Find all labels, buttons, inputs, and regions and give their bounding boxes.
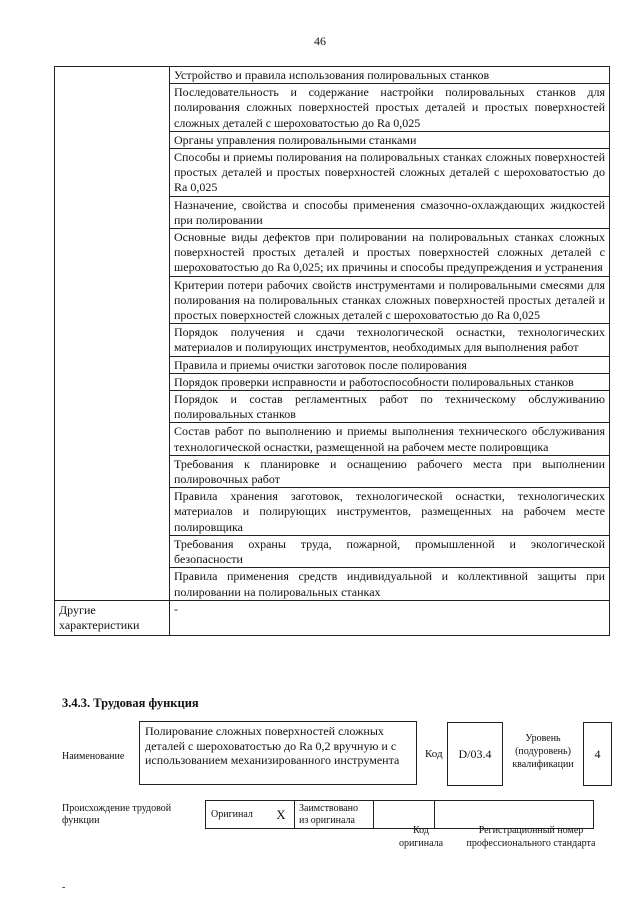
requirement-text: Основные виды дефектов при полировании на полировальных станках сложных поверхностей простых деталей и простых поверхностей сложных деталей с шероховатостью до Ra 0,025; их причины и способы предупреждения и устранения — [170, 229, 610, 277]
other-characteristics-value: - — [170, 600, 610, 635]
requirement-row — [55, 67, 610, 84]
section-title: 3.4.3. Трудовая функция — [62, 696, 199, 710]
requirement-text: Правила и приемы очистки заготовок после полирования — [170, 356, 610, 373]
other-characteristics-label: Другие характеристики — [55, 600, 170, 635]
footer-mark: - — [62, 882, 66, 893]
reg-number-caption: Регистрационный номер профессионального стандарта — [466, 825, 596, 849]
requirement-text: Правила хранения заготовок, технологической оснастки, технологических материалов и полирующих инструментов, размещенных на рабочем месте полировщика — [170, 488, 610, 536]
code-original-caption: Код оригинала — [398, 825, 444, 849]
code-box: D/03.4 — [447, 722, 503, 786]
requirements-label-cell — [55, 67, 170, 601]
borrowed-label: Заимствовано из оригинала — [295, 801, 374, 829]
requirement-text: Порядок и состав регламентных работ по техническому обслуживанию полировальных станков — [170, 391, 610, 423]
original-label: Оригинал — [206, 801, 269, 829]
code-label: Код — [425, 748, 443, 760]
name-label: Наименование — [62, 751, 125, 762]
level-box: 4 — [583, 722, 612, 786]
requirement-text: Критерии потери рабочих свойств инструментами и полировальными смесями для полирования на полировальных станках сложных поверхностей простых деталей и простых поверхностей сложных деталей с шероховатостью до Ra 0,025 — [170, 276, 610, 324]
level-label: Уровень (подуровень) квалификации — [512, 733, 574, 770]
requirement-text: Требования к планировке и оснащению рабочего места при выполнении полировочных работ — [170, 455, 610, 487]
page-number: 46 — [314, 34, 326, 48]
function-name-box: Полирование сложных поверхностей сложных деталей с шероховатостью до Ra 0,2 вручную и с использованием механизированного инструмента — [139, 721, 417, 785]
requirement-text: Устройство и правила использования полировальных станков — [170, 67, 610, 84]
requirement-text: Порядок получения и сдачи технологической оснастки, технологических материалов и полирующих инструментов, необходимых для выполнения работ — [170, 324, 610, 356]
requirements-table — [54, 66, 610, 636]
requirement-text: Органы управления полировальными станками — [170, 131, 610, 148]
requirement-text: Состав работ по выполнению и приемы выполнения технического обслуживания технологической оснастки, размещенной на рабочем месте полировщика — [170, 423, 610, 455]
requirement-text: Способы и приемы полирования на полировальных станках сложных поверхностей простых деталей и простых поверхностей сложных деталей с шероховатостью до Ra 0,025 — [170, 149, 610, 197]
other-characteristics-row — [55, 600, 610, 635]
requirement-text: Назначение, свойства и способы применения смазочно-охлаждающих жидкостей при полировании — [170, 196, 610, 228]
requirement-text: Последовательность и содержание настройки полировальных станков для полирования сложных поверхностей простых деталей и простых поверхностей сложных деталей с шероховатостью до Ra 0,025 — [170, 84, 610, 132]
requirement-text: Порядок проверки исправности и работоспособности полировальных станков — [170, 373, 610, 390]
requirement-text: Требования охраны труда, пожарной, промышленной и экологической безопасности — [170, 535, 610, 567]
origin-label: Происхождение трудовой функции — [62, 803, 172, 826]
original-mark: X — [268, 801, 295, 829]
requirement-text: Правила применения средств индивидуальной и коллективной защиты при полировании на полировальных станках — [170, 568, 610, 600]
